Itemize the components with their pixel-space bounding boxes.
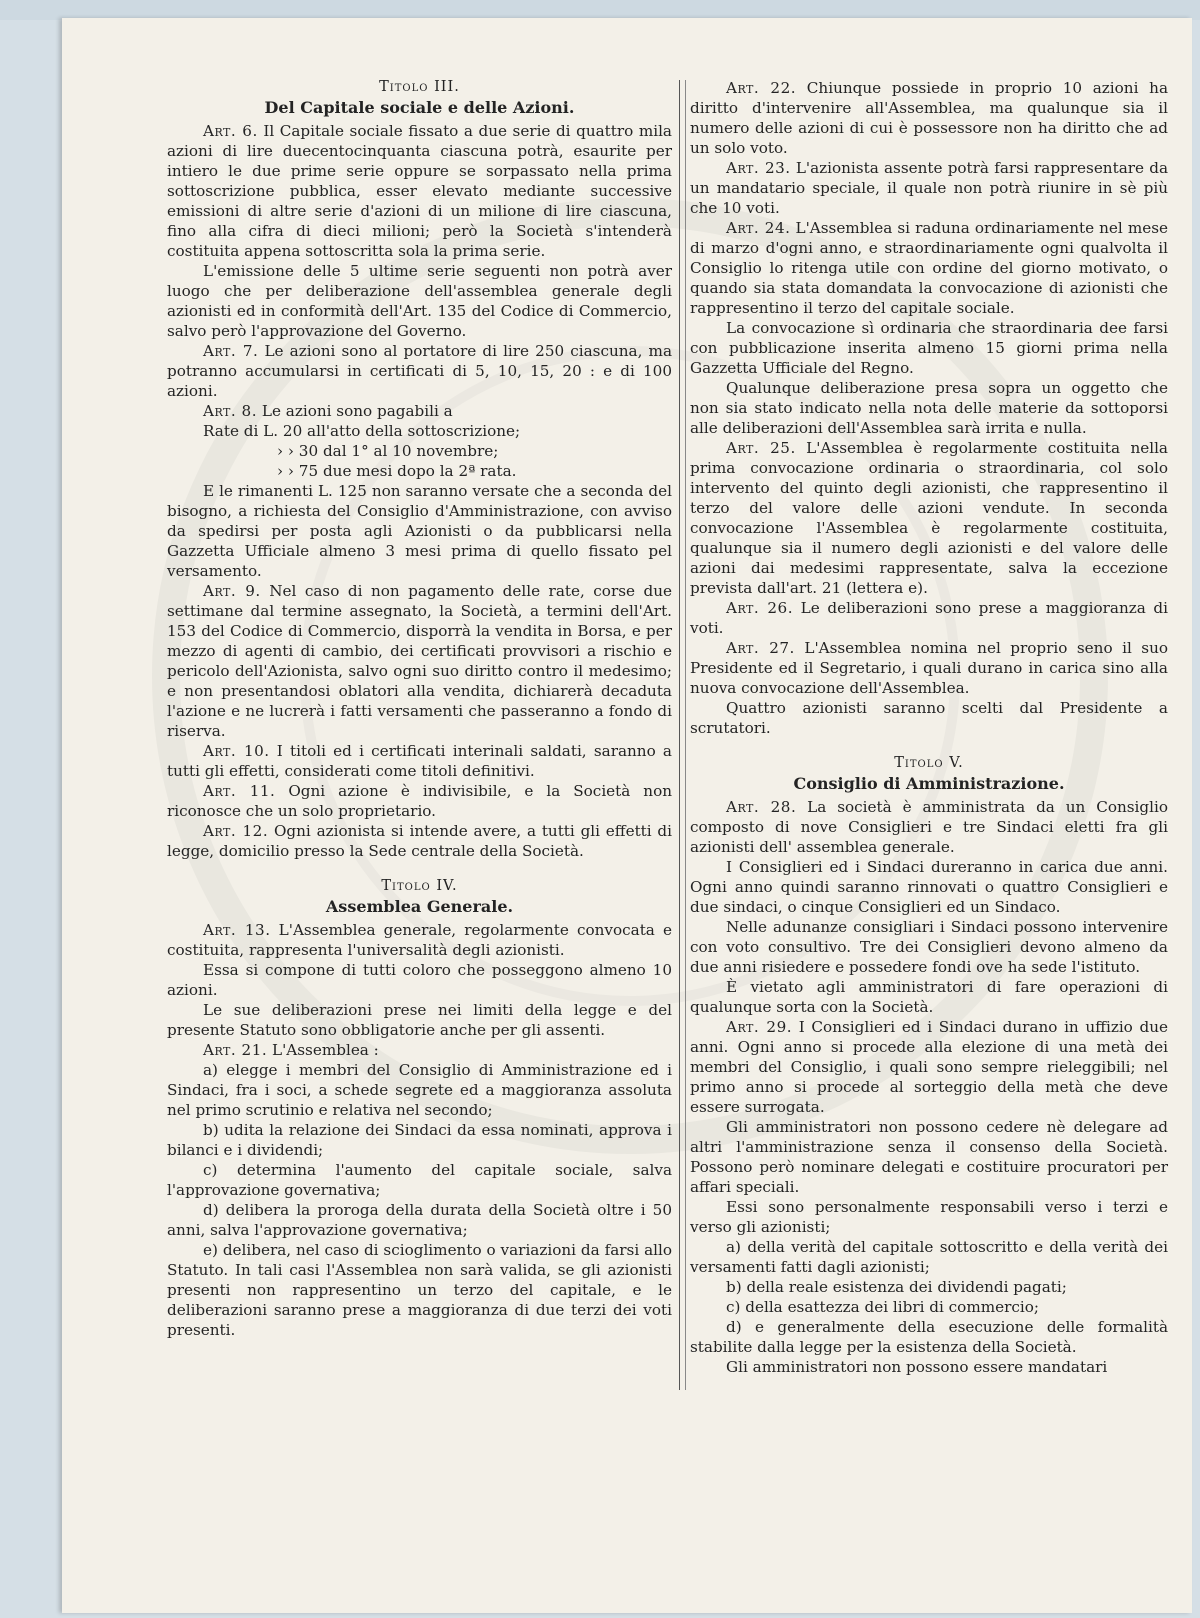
paragraph-text: Le sue deliberazioni prese nei limiti della legge e del presente Statuto sono obbligatorie anche per gli assenti. [167, 1001, 672, 1039]
paragraph-text: d) e generalmente della esecuzione delle formalità stabilite dalla legge per la esistenza della Società. [690, 1318, 1168, 1356]
rate-line: › › 30 dal 1° al 10 novembre; [277, 442, 499, 460]
paragraph [167, 1120, 672, 1160]
paragraph [690, 857, 1168, 917]
paragraph [690, 1357, 1168, 1377]
column-divider [679, 80, 680, 1390]
paragraph [690, 1237, 1168, 1277]
paragraph-text: L'azionista assente potrà farsi rappresentare da un mandatario speciale, il quale non potrà riunire in sè più che 10 voti. [690, 159, 1168, 217]
article-number: Art. 8. [203, 402, 258, 420]
titolo-3-heading: Del Capitale sociale e delle Azioni. [264, 98, 575, 117]
titolo-3-label: Titolo III. [379, 79, 460, 95]
paragraph [167, 581, 672, 741]
paragraph-text: b) della reale esistenza dei dividendi pagati; [726, 1278, 1067, 1296]
paragraph-text: Gli amministratori non possono essere mandatari [726, 1358, 1108, 1376]
paragraph-text: Le azioni sono al portatore di lire 250 ciascuna, ma potranno accumularsi in certificati di 5, 10, 15, 20 : e di 100 azioni. [167, 342, 673, 400]
paragraph [690, 1317, 1168, 1357]
paragraph [690, 218, 1168, 318]
paragraph [690, 318, 1168, 378]
article-number: Art. 11. [203, 782, 276, 800]
article-number: Art. 12. [203, 822, 269, 840]
paragraph [690, 977, 1168, 1017]
titolo-4-heading: Assemblea Generale. [325, 897, 514, 916]
paragraph-text: I Consiglieri ed i Sindaci durano in uffizio due anni. Ogni anno si procede alla elezione di una metà dei membri del Consiglio, i quali sono sempre rieleggibili; nel primo anno si procede al sorteggio della metà che deve essere surrogata. [690, 1018, 1168, 1116]
article-number: Art. 24. [726, 219, 791, 237]
paragraph-text: e) delibera, nel caso di scioglimento o variazioni da farsi allo Statuto. In tali casi l'Assemblea non sarà valida, se gli azionisti presenti non rappresentino un terzo del capitale, e le deliberazioni saranno prese a maggioranza di due terzi dei voti presenti. [167, 1241, 672, 1339]
paragraph [690, 1277, 1168, 1297]
article-number: Art. 7. [203, 342, 259, 360]
paragraph-text: a) elegge i membri del Consiglio di Amministrazione ed i Sindaci, fra i soci, a schede segrete ed a maggioranza assoluta nel primo scrutinio e relativa nel secondo; [167, 1061, 672, 1119]
article-number: Art. 13. [203, 921, 271, 939]
paragraph [167, 781, 672, 821]
paragraph-text: Nelle adunanze consigliari i Sindaci possono intervenire con voto consultivo. Tre dei Consiglieri devono almeno da due anni risiedere e possedere fondi ove ha sede l'istituto. [690, 918, 1168, 976]
paragraph-text: Qualunque deliberazione presa sopra un oggetto che non sia stato indicato nella nota delle materie da sottoporsi alle deliberazioni dell'Assemblea sarà irrita e nulla. [690, 379, 1168, 437]
paragraph-text: Chiunque possiede in proprio 10 azioni ha diritto d'intervenire all'Assemblea, ma qualunque sia il numero delle azioni di cui è possessore non ha diritto che ad un solo voto. [690, 79, 1168, 157]
paragraph [167, 1240, 672, 1340]
paragraph-text: È vietato agli amministratori di fare operazioni di qualunque sorta con la Società. [690, 978, 1168, 1016]
article-number: Art. 26. [726, 599, 794, 617]
rate-line: › › 75 due mesi dopo la 2ª rata. [277, 462, 517, 480]
viewer-background [0, 0, 1200, 20]
paragraph-text: L'Assemblea è regolarmente costituita nella prima convocazione ordinaria o straordinaria, col solo intervento del quinto degli azionisti, che rappresentino il terzo del valore delle azioni vendute. In seconda convocazione l'Assemblea è regolarmente costituita, qualunque sia il numero degli azionisti e del valore delle azioni dai medesimi rappresentate, salva la eccezione prevista dall'art. 21 (lettera e). [690, 439, 1168, 597]
paragraph [690, 1017, 1168, 1117]
paragraph [690, 1197, 1168, 1237]
paragraph-text: b) udita la relazione dei Sindaci da essa nominati, approva i bilanci e i dividendi; [167, 1121, 672, 1159]
paragraph [167, 741, 672, 781]
paragraph [167, 821, 672, 861]
paragraph-text: c) determina l'aumento del capitale sociale, salva l'approvazione governativa; [167, 1161, 672, 1199]
paragraph-text: Il Capitale sociale fissato a due serie di quattro mila azioni di lire duecentocinquanta ciascuna potrà, esaurite per intiero le due prime serie oppure se sorpassato nella prima sottoscrizione pubblica, esser elevato mediante successive emissioni di altre serie d'azioni di un milione di lire ciascuna, fino alla cifra di dieci milioni; però la Società s'intenderà costituita appena sottoscritta sola la prima serie. [167, 122, 672, 260]
column-divider-inner [685, 80, 686, 1390]
paragraph [690, 158, 1168, 218]
article-number: Art. 9. [203, 582, 261, 600]
article-number: Art. 21. [203, 1041, 268, 1059]
paragraph [690, 1117, 1168, 1197]
paragraph [690, 438, 1168, 598]
article-number: Art. 6. [203, 122, 258, 140]
paragraph-text: I titoli ed i certificati interinali saldati, saranno a tutti gli effetti, considerati come titoli definitivi. [167, 742, 672, 780]
titolo-4-label: Titolo IV. [381, 878, 458, 894]
paragraph-text: E le rimanenti L. 125 non saranno versate che a seconda del bisogno, a richiesta del Consiglio d'Amministrazione, con avviso da spedirsi per posta agli Azionisti o da pubblicarsi nella Gazzetta Ufficiale almeno 3 mesi prima di quello fissato pel versamento. [167, 482, 672, 580]
paragraph [690, 797, 1168, 857]
article-number: Art. 27. [726, 639, 795, 657]
titolo-5-label: Titolo V. [894, 755, 964, 771]
rate-line: Rate di L. 20 all'atto della sottoscrizione; [203, 422, 521, 440]
left-column [167, 78, 672, 1340]
paragraph-text: Essa si compone di tutti coloro che posseggono almeno 10 azioni. [167, 961, 672, 999]
paragraph-text: L'Assemblea nomina nel proprio seno il suo Presidente ed il Segretario, i quali durano in carica sino alla nuova convocazione dell'Assemblea. [690, 639, 1168, 697]
paragraph [690, 638, 1168, 698]
paragraph [167, 1200, 672, 1240]
paragraph [167, 960, 672, 1000]
paragraph [167, 1060, 672, 1120]
paragraph-text: Nel caso di non pagamento delle rate, corse due settimane dal termine assegnato, la Società, a termini dell'Art. 153 del Codice di Commercio, disporrà la vendita in Borsa, e per mezzo di agenti di cambio, dei certificati provvisori a rischio e pericolo dell'Azionista, salvo ogni suo diritto contro il medesimo; e non presentandosi oblatori alla vendita, dichiarerà decaduta l'azione e ne lucrerà i fatti versamenti che passeranno a fondo di riserva. [167, 582, 672, 740]
article-number: Art. 25. [726, 439, 796, 457]
paragraph [690, 78, 1168, 158]
paragraph-text: L'emissione delle 5 ultime serie seguenti non potrà aver luogo che per deliberazione dell'assemblea generale degli azionisti ed in conformità dell'Art. 135 del Codice di Commercio, salvo però l'approvazione del Governo. [167, 262, 672, 340]
paragraph-text: La società è amministrata da un Consiglio composto di nove Consiglieri e tre Sindaci eletti fra gli azionisti dell' assemblea generale. [690, 798, 1168, 856]
paragraph-text: Ogni azione è indivisibile, e la Società non riconosce che un solo proprietario. [167, 782, 672, 820]
paragraph-text: Essi sono personalmente responsabili verso i terzi e verso gli azionisti; [690, 1198, 1168, 1236]
paragraph [167, 1160, 672, 1200]
paragraph-text: Le azioni sono pagabili a [257, 402, 453, 420]
paragraph [690, 598, 1168, 638]
article-number: Art. 22. [726, 79, 797, 97]
paragraph [167, 1000, 672, 1040]
paragraph-text: L'Assemblea generale, regolarmente convocata e costituita, rappresenta l'universalità degli azionisti. [167, 921, 673, 959]
paragraph [167, 481, 672, 581]
paragraph-text: a) della verità del capitale sottoscritto e della verità dei versamenti fatti dagli azionisti; [690, 1238, 1168, 1276]
paragraph-text: La convocazione sì ordinaria che straordinaria dee farsi con pubblicazione inserita almeno 15 giorni prima nella Gazzetta Ufficiale del Regno. [690, 319, 1168, 377]
titolo-5-heading: Consiglio di Amministrazione. [793, 774, 1065, 793]
paragraph [690, 1297, 1168, 1317]
paragraph-text: Le deliberazioni sono prese a maggioranza di voti. [690, 599, 1169, 637]
paragraph-text: I Consiglieri ed i Sindaci dureranno in carica due anni. Ogni anno quindi saranno rinnovati o quattro Consiglieri e due sindaci, o cinque Consiglieri ed un Sindaco. [690, 858, 1168, 916]
paragraph [167, 121, 672, 261]
paragraph [167, 920, 672, 960]
paragraph-text: Gli amministratori non possono cedere nè delegare ad altri l'amministrazione senza il consenso della Società. Possono però nominare delegati e costituire procuratori per affari speciali. [690, 1118, 1168, 1196]
paragraph-text: d) delibera la proroga della durata della Società oltre i 50 anni, salva l'approvazione governativa; [167, 1201, 672, 1239]
article-number: Art. 10. [203, 742, 270, 760]
paragraph [167, 1040, 672, 1060]
paragraph [167, 401, 672, 421]
paragraph [690, 917, 1168, 977]
paragraph-text: L'Assemblea : [267, 1041, 379, 1059]
paragraph [690, 698, 1168, 738]
paragraph [167, 261, 672, 341]
paragraph [167, 341, 672, 401]
article-number: Art. 23. [726, 159, 791, 177]
article-number: Art. 28. [726, 798, 797, 816]
paragraph-text: Ogni azionista si intende avere, a tutti gli effetti di legge, domicilio presso la Sede centrale della Società. [167, 822, 673, 860]
paragraph-text: L'Assemblea si raduna ordinariamente nel mese di marzo d'ogni anno, e straordinariamente ogni qualvolta il Consiglio lo ritenga utile con ordine del giorno motivato, o quando sia stata domandata la convocazione di azionisti che rappresentino il terzo del capitale sociale. [690, 219, 1168, 317]
right-column [690, 78, 1168, 1377]
paragraph [690, 378, 1168, 438]
paragraph-text: c) della esattezza dei libri di commercio; [726, 1298, 1039, 1316]
paragraph-text: Quattro azionisti saranno scelti dal Presidente a scrutatori. [690, 699, 1168, 737]
article-number: Art. 29. [726, 1018, 793, 1036]
document-page [62, 18, 1192, 1613]
